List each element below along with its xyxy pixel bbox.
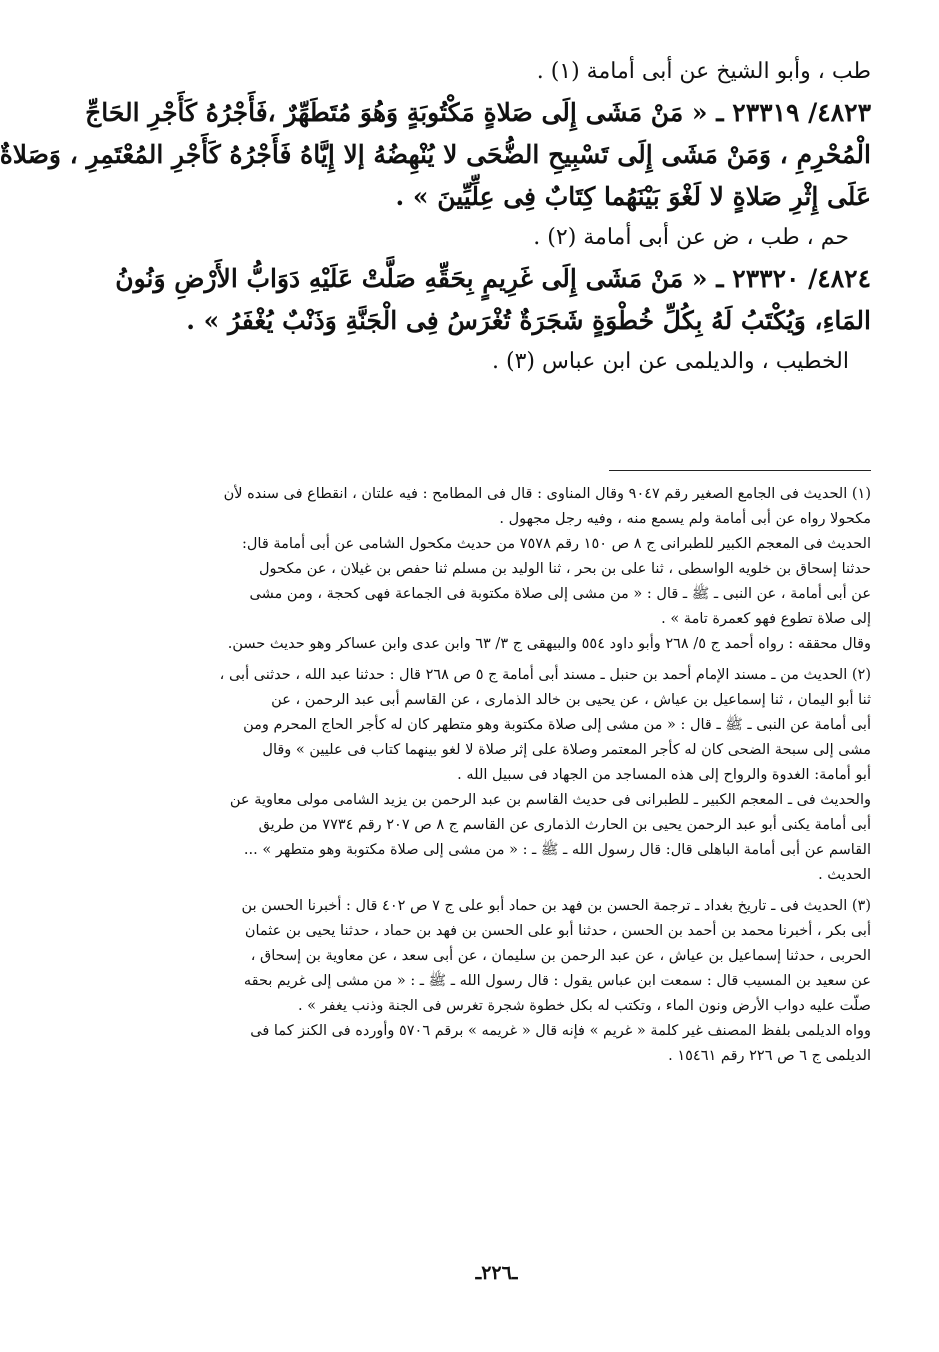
- footnote-3: [99, 894, 871, 1069]
- footnote-line: مكحولا رواه عن أبى أمامة ولم يسمع منه ، وفيه رجل مجهول .: [499, 511, 871, 527]
- footnote-line: وواه الديلمى بلفظ المصنف غير كلمة « غريم » فإنه قال « غريمه » برقم ٥٧٠٦ وأورده فى الكنز كما فى: [250, 1023, 871, 1039]
- footnote-line: صلّت عليه دواب الأرض ونون الماء ، وتكتب له بكل خطوة شجرة تغرس فى الجنة وذنب يغفر » .: [297, 998, 871, 1014]
- source-line: طب ، وأبو الشيخ عن أبى أمامة (١) .: [536, 59, 871, 84]
- footnote-line: مشى إلى سبحة الضحى كان له كأجر المعتمر وصلاة على إثر صلاة لا لغو بينهما كتاب فى عليين » وقال: [262, 742, 871, 758]
- footnote-line: عن سعيد بن المسيب قال : سمعت ابن عباس يقول : قال رسول الله ـ ﷺ ـ : « من مشى إلى غريم بحقه: [243, 973, 871, 989]
- footnote-line: إلى صلاة تطوع فهو كعمرة تامة » .: [661, 611, 871, 627]
- footnote-line: (٣) الحديث فى ـ تاريخ بغداد ـ ترجمة الحسن بن فهد بن حماد أبو على ج ٧ ص ٤٠٢ قال : أخبرنا الحسن بن: [241, 898, 871, 914]
- footnote-line: أبى أمامة يكنى أبو عبد الرحمن يحيى بن الحارث الذمارى عن القاسم ج ٨ ص ٢٠٧ رقم ٧٧٣٤ من طريق: [258, 817, 871, 833]
- source-line: حم ، طب ، ض عن أبى أمامة (٢) .: [533, 225, 849, 250]
- footnote-line: القاسم عن أبى أمامة الباهلى قال: قال رسول الله ـ ﷺ ـ : « من مشى إلى صلاة مكتوبة وهو متطهر » ...: [243, 842, 871, 858]
- footnote-line: الحربى ، حدثنا إسماعيل بن عياش ، عن عبد الرحمن بن سليمان ، عن أبى سعد ، عن معاوية بن إسحاق ،: [250, 948, 871, 964]
- footnote-line: الديلمى ج ٦ ص ٢٢٦ رقم ١٥٤٦١ .: [668, 1048, 871, 1064]
- footnote-line: (٢) الحديث من ـ مسند الإمام أحمد بن حنبل ـ مسند أبى أمامة ج ٥ ص ٢٦٨ قال : حدثنا عبد الله ، حدثنى أبى ،: [219, 667, 871, 683]
- hadith-text-line: عَلَى إِثْرِ صَلاةٍ لا لَغْوَ بَيْنَهُما كِتَابٌ فِى عِلِّيِّينَ » .: [395, 182, 871, 211]
- footnote-line: عن أبى أمامة ، عن النبى ـ ﷺ ـ قال : « من مشى إلى صلاة مكتوبة فى الجماعة فهى كحجة ، ومن مشى: [249, 586, 871, 602]
- footnotes: [99, 482, 871, 1075]
- footnote-line: أبى أمامة عن النبى ـ ﷺ ـ قال : « من مشى إلى صلاة مكتوبة وهو متطهر كان له كأجر الحاج المحرم ومن: [243, 717, 871, 733]
- hadith-text-line: الْمُحْرِمِ ، وَمَنْ مَشَى إِلَى تَسْبِيحِ الضُّحَى لا يُنْهِضُهُ إلا إِيَّاهُ فَأَجْرُهُ كَأَجْرِ المُعْتَمِرِ ، وَصَلاةٌ: [0, 140, 871, 169]
- hadith-text-line: المَاءِ، وَيُكْتَبُ لَهُ بِكُلِّ خُطْوَةٍ شَجَرَةٌ تُغْرَسُ فِى الْجَنَّةِ وَذَنْبٌ يُغْفَرُ » .: [186, 306, 871, 335]
- hadith-text-line: ٤٨٢٣/ ٢٣٣١٩ ـ « مَنْ مَشَى إِلَى صَلاةٍ مَكْتُوبَةٍ وَهُوَ مُتَطَهِّرٌ ،فَأَجْرُهُ كَأَجْرِ الحَاجِّ: [85, 98, 871, 127]
- main-text: [0, 52, 871, 382]
- footnote-1: [99, 482, 871, 657]
- footnote-line: أبى بكر ، أخبرنا محمد بن أحمد بن الحسن ، حدثنا أبو على الحسن بن فهد بن حماد ، حدثنا يحيى بن عثمان: [244, 923, 871, 939]
- hadith-text-line: ٤٨٢٤/ ٢٣٣٢٠ ـ « مَنْ مَشَى إِلَى غَرِيمٍ بِحَقِّهِ صَلَّتْ عَلَيْهِ دَوَابُّ الأَرْضِ وَنُونُ: [115, 264, 871, 293]
- footnote-2: [99, 663, 871, 888]
- footnote-separator: [609, 470, 871, 471]
- footnote-line: أبو أمامة: الغدوة والرواح إلى هذه المساجد من الجهاد فى سبيل الله .: [457, 767, 871, 783]
- footnote-line: وقال محققه : رواه أحمد ج ٥/ ٢٦٨ وأبو داود ٥٥٤ والبيهقى ج ٣/ ٦٣ وابن عدى وابن عساكر وهو حديث حسن.: [227, 636, 871, 652]
- source-line: الخطيب ، والديلمى عن ابن عباس (٣) .: [492, 349, 849, 374]
- footnote-line: حدثنا إسحاق بن خلويه الواسطى ، ثنا على بن بحر ، ثنا الوليد بن مسلم ثنا حفص بن غيلان ، عن مكحول: [259, 561, 871, 577]
- footnote-line: الحديث فى المعجم الكبير للطبرانى ج ٨ ص ١٥٠ رقم ٧٥٧٨ من حديث مكحول الشامى عن أبى أمامة قال:: [242, 536, 871, 552]
- footnote-line: الحديث .: [818, 867, 871, 883]
- footnote-line: ثنا أبو اليمان ، ثنا إسماعيل بن عياش ، عن يحيى بن خالد الذمارى ، عن القاسم أبى عبد الرحمن ، عن: [271, 692, 871, 708]
- footnote-line: (١) الحديث فى الجامع الصغير رقم ٩٠٤٧ وقال المناوى : قال فى المطامح : فيه علتان ، انقطاع فى سنده لأن: [223, 486, 871, 502]
- page-number: ـ٢٢٦ـ: [475, 1262, 518, 1284]
- footnote-line: والحديث فى ـ المعجم الكبير ـ للطبرانى فى حديث القاسم بن عبد الرحمن بن يزيد الشامى مولى معاوية عن: [229, 792, 871, 808]
